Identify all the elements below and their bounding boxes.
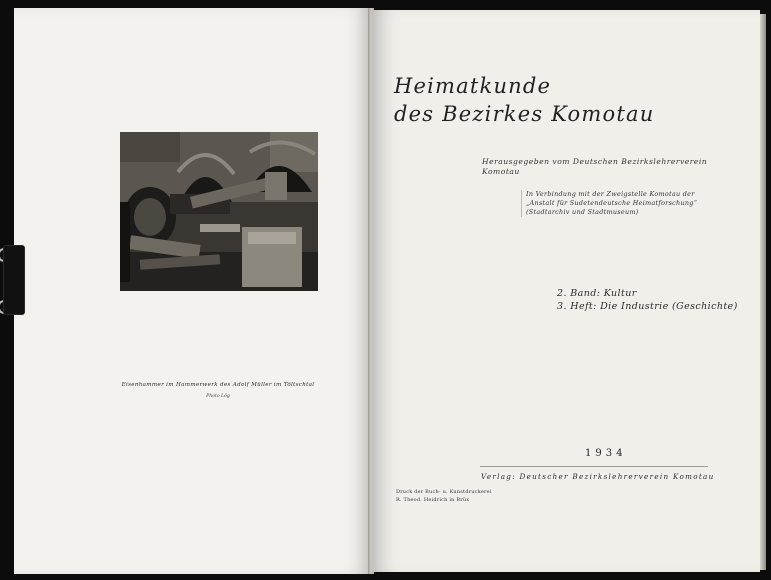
publisher-line: Verlag: Deutscher Bezirkslehrerverein Komotau xyxy=(481,472,715,481)
publication-year: 1934 xyxy=(585,448,627,459)
editor-statement xyxy=(482,157,722,177)
page-edge xyxy=(760,14,766,570)
photo-credit: Photo Lög xyxy=(206,394,230,399)
forge-photo-image xyxy=(120,132,318,291)
book-title xyxy=(394,72,724,128)
binder-clip xyxy=(0,240,26,320)
editor-line-2: Komotau xyxy=(482,167,520,176)
volume-info xyxy=(557,287,738,313)
printer-info xyxy=(396,489,506,504)
title-line-2: des Bezirkes Komotau xyxy=(394,102,655,126)
printer-line-1: Druck der Buch- u. Kunstdruckerei xyxy=(396,489,492,495)
title-line-1: Heimatkunde xyxy=(394,74,552,98)
divider-line xyxy=(480,466,708,467)
printer-line-2: R. Theod. Heidrich in Brüx xyxy=(396,496,470,503)
assoc-line-2: „Anstalt für Sudetendeutsche Heimatforschung“ xyxy=(526,199,698,207)
assoc-line-3: (Stadtarchiv und Stadtmuseum) xyxy=(526,208,639,216)
photo-caption: Eisenhammer im Hammerwerk des Adolf Müller im Töltschtal xyxy=(121,382,315,388)
volume-line: 2. Band: Kultur xyxy=(557,288,637,299)
editor-line-1: Herausgegeben vom Deutschen Bezirkslehrerverein xyxy=(482,157,708,166)
forge-photo xyxy=(120,132,318,291)
assoc-line-1: In Verbindung mit der Zweigstelle Komotau der xyxy=(526,190,695,198)
issue-line: 3. Heft: Die Industrie (Geschichte) xyxy=(557,301,738,312)
association-statement xyxy=(521,190,738,217)
left-page xyxy=(14,8,372,574)
